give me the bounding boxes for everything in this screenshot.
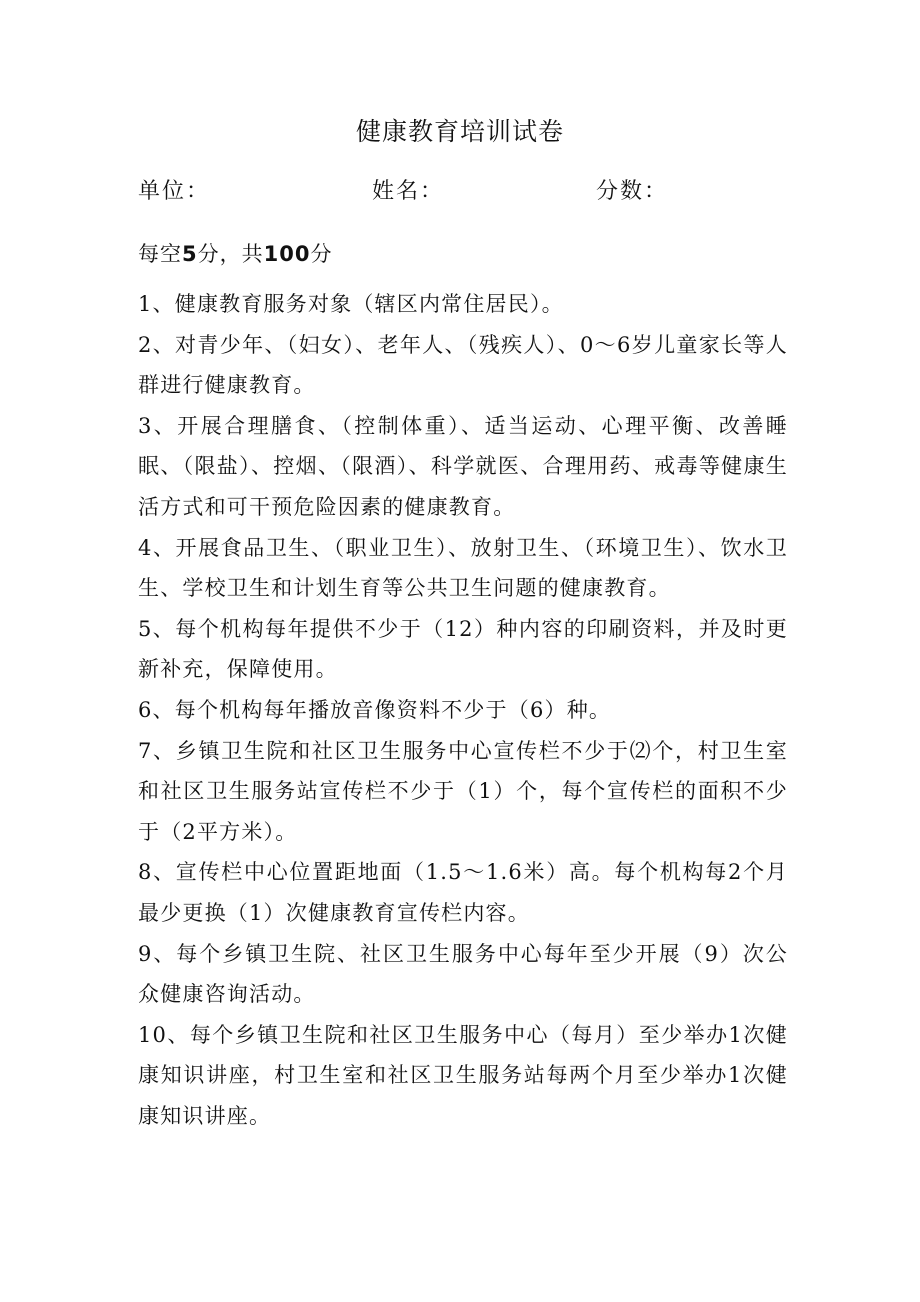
note-prefix: 每空 [138, 242, 182, 266]
note-total: 100 [263, 242, 311, 266]
question-6: 6、每个机构每年播放音像资料不少于（6）种。 [138, 697, 612, 722]
score-label: 分数： [596, 179, 669, 204]
question-5: 5、每个机构每年提供不少于（12）种内容的印刷资料，并及时更新补充，保障使用。 [138, 616, 788, 682]
page-title: 健康教育培训试卷 [355, 117, 564, 146]
question-3: 3、开展合理膳食、（控制体重）、适当运动、心理平衡、改善睡眠、（限盐）、控烟、（限酒）、科学就医、合理用药、戒毒等健康生活方式和可干预危险因素的健康教育。 [138, 413, 788, 519]
question-list [138, 284, 788, 1136]
question-4: 4、开展食品卫生、（职业卫生）、放射卫生、（环境卫生）、饮水卫生、学校卫生和计划生育等公共卫生问题的健康教育。 [138, 535, 788, 601]
question-8: 8、宣传栏中心位置距地面（1.5～1.6米）高。每个机构每2个月最少更换（1）次健康教育宣传栏内容。 [138, 860, 788, 925]
note-middle: 分，共 [197, 242, 264, 266]
question-9: 9、每个乡镇卫生院、社区卫生服务中心每年至少开展（9）次公众健康咨询活动。 [138, 941, 788, 1007]
note-per-blank: 5 [182, 242, 198, 266]
question-10: 10、每个乡镇卫生院和社区卫生服务中心（每月）至少举办1次健康知识讲座，村卫生室和社区卫生服务站每两个月至少举办1次健康知识讲座。 [138, 1022, 788, 1128]
scoring-note [138, 234, 332, 274]
unit-label: 单位： [138, 179, 211, 204]
question-2: 2、对青少年、（妇女）、老年人、（残疾人）、0～6岁儿童家长等人群进行健康教育。 [138, 332, 788, 398]
question-7: 7、乡镇卫生院和社区卫生服务中心宣传栏不少于⑵个，村卫生室和社区卫生服务站宣传栏不少于（1）个，每个宣传栏的面积不少于（2平方米）。 [138, 738, 788, 844]
question-1: 1、健康教育服务对象（辖区内常住居民）。 [138, 292, 564, 316]
name-label: 姓名： [372, 179, 445, 204]
note-suffix: 分 [310, 242, 333, 266]
